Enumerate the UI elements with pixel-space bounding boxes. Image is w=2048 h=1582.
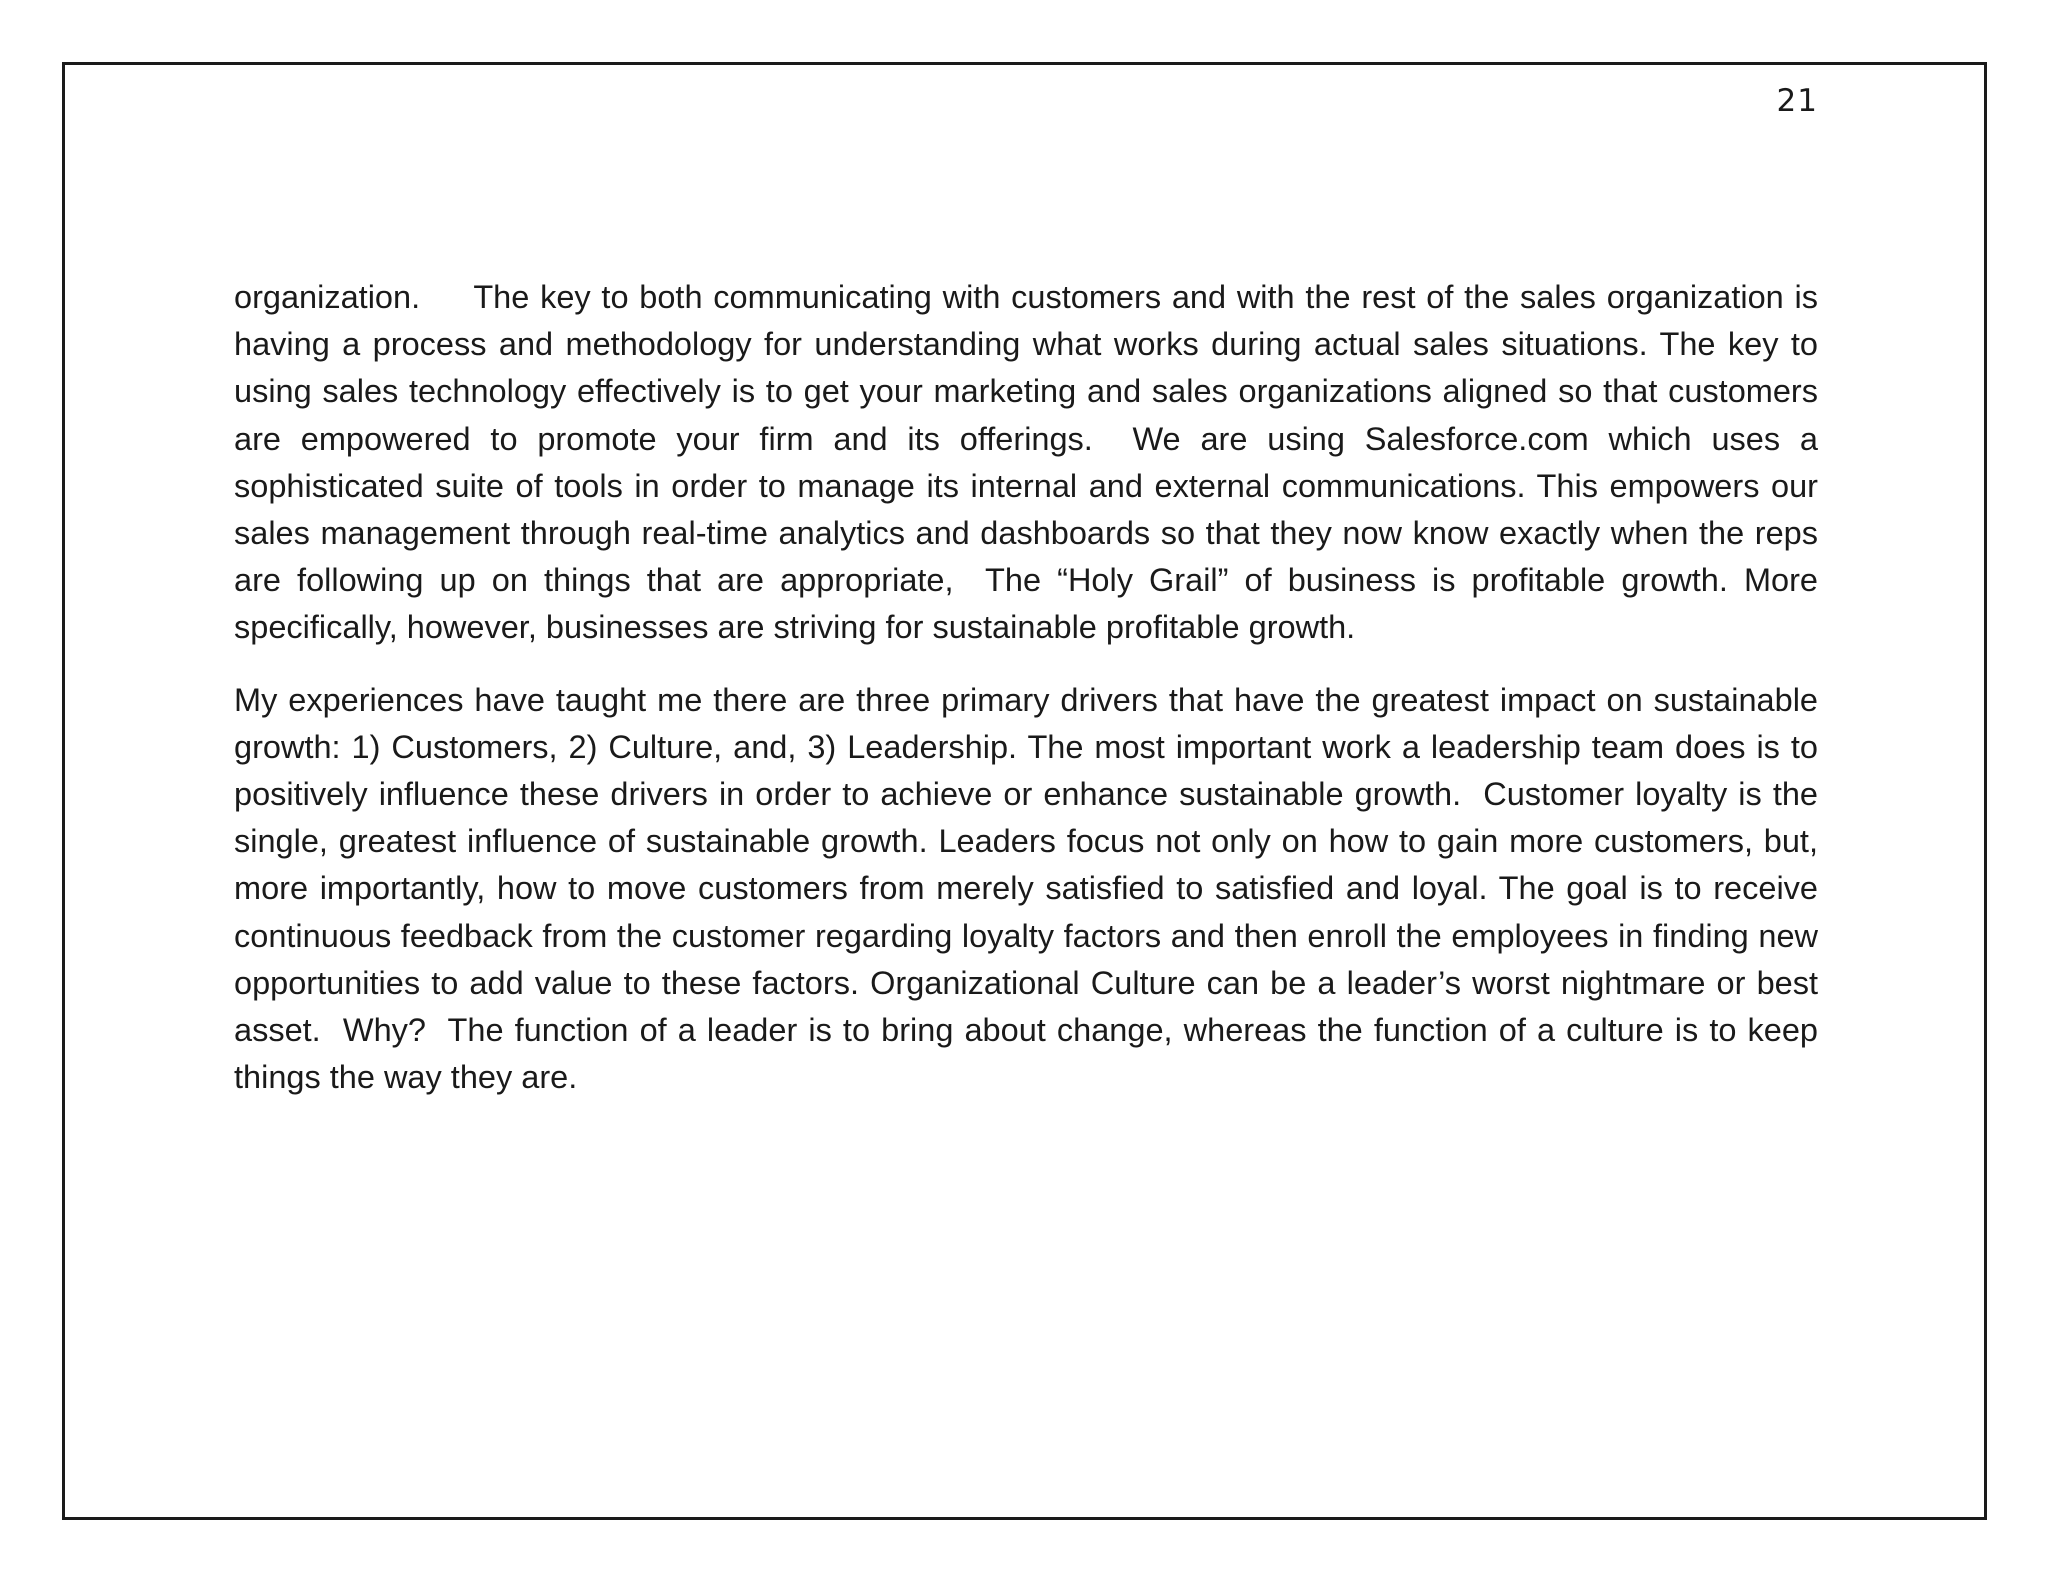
page-frame [62, 62, 1987, 1520]
paragraph: organization. The key to both communicating with customers and with the rest of the sales organization is having a process and methodology for understanding what works during actual sales situations. The key to using sales technology effectively is to get your marketing and sales organizations aligned so that customers are empowered to promote your firm and its offerings. We are using Salesforce.com which uses a sophisticated suite of tools in order to manage its internal and external communications. This empowers our sales management through real-time analytics and dashboards so that they now know exactly when the reps are following up on things that are appropriate, The “Holy Grail” of business is profitable growth. More specifically, however, businesses are striving for sustainable profitable growth. [234, 279, 1828, 646]
paragraph: My experiences have taught me there are three primary drivers that have the greatest impact on sustainable growth: 1) Customers, 2) Culture, and, 3) Leadership. The most important work a leadership team does is to positively influence these drivers in order to achieve or enhance sustainable growth. Customer loyalty is the single, greatest influence of sustainable growth. Leaders focus not only on how to gain more customers, but, more importantly, how to move customers from merely satisfied to satisfied and loyal. The goal is to receive continuous feedback from the customer regarding loyalty factors and then enroll the employees in finding new opportunities to add value to these factors. Organizational Culture can be a leader’s worst nightmare or best asset. Why? The function of a leader is to bring about change, whereas the function of a culture is to keep things the way they are. [234, 681, 1828, 1096]
page-number: 21 [1776, 83, 1818, 119]
document-body [234, 274, 1828, 1101]
